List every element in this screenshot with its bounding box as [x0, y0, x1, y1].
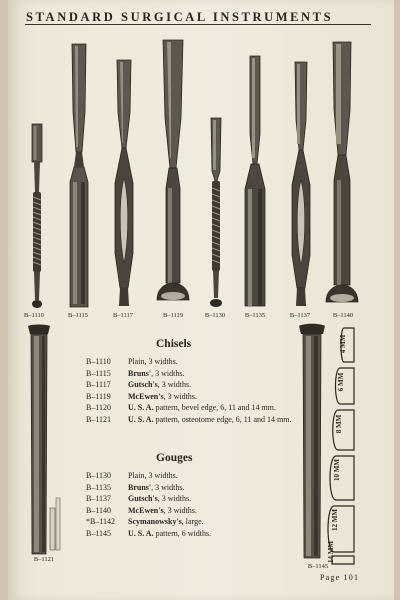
item-code: *B–1142 [86, 517, 116, 526]
item-code: B–1115 [86, 368, 111, 378]
gouge-b1130-illustration [206, 116, 226, 310]
code-label: B–1145 [307, 563, 329, 570]
chisel-b1121-illustration [22, 322, 66, 558]
chisel-b1119-illustration [153, 38, 193, 310]
item-name: McEwen's [128, 505, 164, 515]
list-item [86, 414, 296, 426]
gouge-b1137-illustration [288, 60, 314, 310]
item-text: pattern, bevel edge, 6, 11 and 14 mm. [153, 403, 276, 412]
gauge-label: 12 MM [330, 509, 339, 531]
item-name: Gutsch's [128, 494, 158, 503]
list-item [86, 528, 296, 540]
item-text: , 3 widths. [163, 391, 197, 401]
item-text: Plain, 3 widths. [128, 357, 178, 366]
list-item [86, 505, 296, 517]
item-code: B–1120 [86, 403, 112, 412]
chisel-b1117-illustration [111, 58, 137, 310]
item-text: , 3 widths. [151, 368, 185, 378]
gauge-label: 10 MM [332, 459, 341, 481]
gauge-label: 14 MM [326, 541, 335, 563]
list-item [86, 368, 296, 380]
item-name: Gutsch's [128, 380, 158, 389]
code-label: B–1135 [244, 312, 266, 319]
item-code: B–1137 [86, 494, 112, 503]
gauge-label: 6 MM [337, 372, 346, 392]
item-text: , 3 widths. [157, 494, 192, 503]
item-code: B–1110 [86, 357, 111, 366]
item-text: , large. [181, 517, 204, 526]
item-text: Plain, 3 widths. [128, 471, 178, 480]
item-text: , 3 widths. [157, 380, 192, 389]
list-item [86, 391, 296, 403]
list-item [86, 356, 296, 368]
list-item [86, 482, 296, 494]
code-label: B–1137 [289, 312, 311, 319]
item-code: B–1130 [86, 471, 112, 480]
catalog-page [8, 0, 394, 600]
item-code: B–1145 [86, 528, 112, 538]
item-text: pattern, osteotome edge, 6, 11 and 14 mm. [153, 414, 292, 424]
gouges-list [86, 470, 296, 539]
item-name: U. S. A. [128, 403, 154, 412]
chisel-b1110-illustration [28, 122, 46, 310]
list-item [86, 493, 296, 505]
list-item [86, 402, 296, 414]
code-label: B–1130 [204, 312, 226, 319]
code-label: B–1140 [332, 312, 354, 319]
item-name: U. S. A. [128, 528, 154, 538]
code-label: B–1110 [23, 312, 45, 319]
gauge-label: 4 MM [339, 334, 348, 354]
chisels-list [86, 356, 296, 425]
item-name: U. S. A. [128, 414, 154, 424]
list-item [86, 379, 296, 391]
item-code: B–1140 [86, 505, 112, 515]
item-name: Scymanowsky's [128, 517, 182, 526]
item-text: , 3 widths. [163, 505, 197, 515]
list-item [86, 516, 296, 528]
code-label: B–1115 [67, 312, 89, 319]
item-code: B–1135 [86, 482, 112, 492]
chisel-b1115-illustration [64, 42, 94, 310]
code-label: B–1121 [33, 556, 55, 563]
code-label: B–1117 [112, 312, 134, 319]
header-rule [25, 24, 371, 25]
page-number: Page 101 [320, 573, 360, 582]
item-text: pattern, 6 widths. [153, 528, 212, 538]
page-header: STANDARD SURGICAL INSTRUMENTS [26, 10, 334, 24]
gauge-label: 8 MM [335, 414, 344, 434]
gouges-heading: Gouges [156, 452, 193, 464]
item-code: B–1117 [86, 380, 111, 389]
item-name: McEwen's [128, 391, 164, 401]
list-item [86, 470, 296, 482]
item-code: B–1121 [86, 414, 112, 424]
item-text: , 3 widths. [151, 482, 185, 492]
item-code: B–1119 [86, 391, 111, 401]
item-name: Bruns' [128, 482, 152, 492]
gouge-b1135-illustration [240, 54, 270, 310]
gouge-b1140-illustration [322, 40, 362, 310]
chisels-heading: Chisels [156, 338, 192, 350]
code-label: B–1119 [162, 312, 184, 319]
item-name: Bruns' [128, 368, 152, 378]
